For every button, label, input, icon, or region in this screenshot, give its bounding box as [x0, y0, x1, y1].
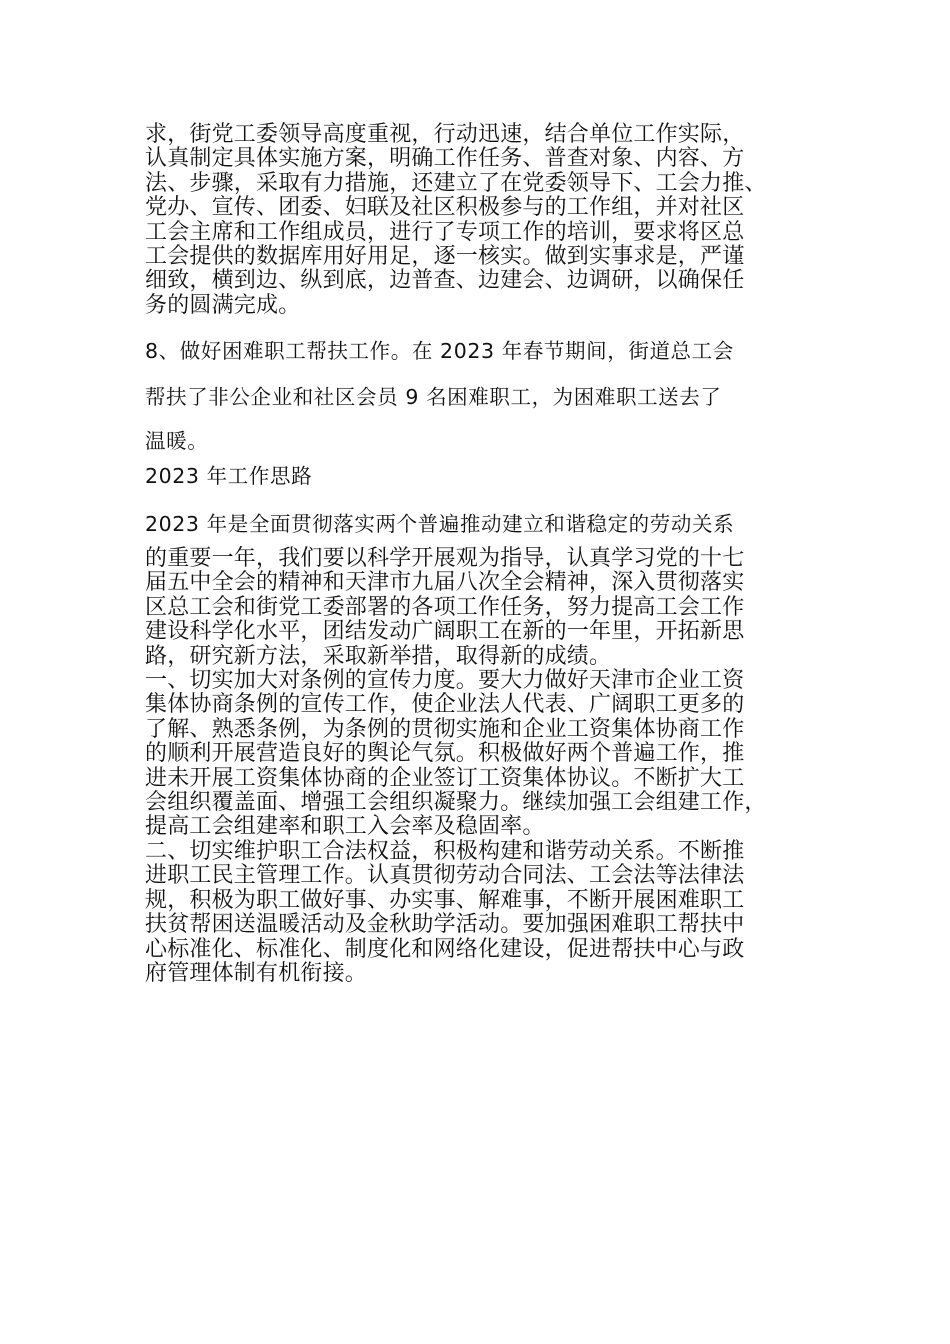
paragraph-organization-census: 求，街党工委领导高度重视，行动迅速，结合单位工作实际， 认真制定具体实施方案，明确工作任务、普查对象、内容、方 法、步骤，采取有力措施，还建立了在党委领导下、工会力推、 党办、宣传、团委、妇联及社区积极参与的工作组，并对社区 工会主席和工作组成员，进行了专项工作的培训，要求将区总 工会提供的数据库用好用足，逐一核实。做到实事求是，严谨 细致，横到边、纵到底，边普查、边建会、边调研，以确保任 务的圆满完成。 — [145, 122, 767, 318]
paragraph-hardship-support-heading-line: 8、做好困难职工帮扶工作。在 2023 年春节期间，街道总工会 — [145, 339, 734, 363]
paragraph-work-plan-body: 的重要一年，我们要以科学开展观为指导，认真学习党的十七 届五中全会的精神和天津市九届八次全会精神，深入贯彻落实 区总工会和街党工委部署的各项工作任务，努力提高工会工作 建设科学化水平，团结发动广阔职工在新的一年里，开拓新思 路，研究新方法，采取新举措，取得新的成绩。 一、切实加大对条例的宣传力度。要大力做好天津市企业工资 集体协商条例的宣传工作，使企业法人代表、广阔职工更多的 了解、熟悉条例，为条例的贯彻实施和企业工资集体协商工作 的顺利开展营造良好的舆论气氛。积极做好两个普遍工作，推 进未开展工资集体协商的企业签订工资集体协议。不断扩大工 会组织覆盖面、增强工会组织凝聚力。继续加强工会组建工作， 提高工会组建率和职工入会率及稳固率。 二、切实维护职工合法权益，积极构建和谐劳动关系。不断推 进职工民主管理工作。认真贯彻劳动合同法、工会法等法律法 规，积极为职工做好事、办实事、解难事，不断开展困难职工 扶贫帮困送温暖活动及金秋助学活动。要加强困难职工帮扶中 心标准化、标准化、制度化和网络化建设，促进帮扶中心与政 府管理体制有机衔接。 — [145, 546, 767, 986]
paragraph-work-plan-intro-line: 2023 年是全面贯彻落实两个普遍推动建立和谐稳定的劳动关系 — [145, 512, 735, 536]
paragraph-hardship-support-continued: 帮扶了非公企业和社区会员 9 名困难职工，为困难职工送去了 温暖。 — [145, 385, 722, 453]
section-heading-work-plan: 2023 年工作思路 — [145, 464, 313, 488]
